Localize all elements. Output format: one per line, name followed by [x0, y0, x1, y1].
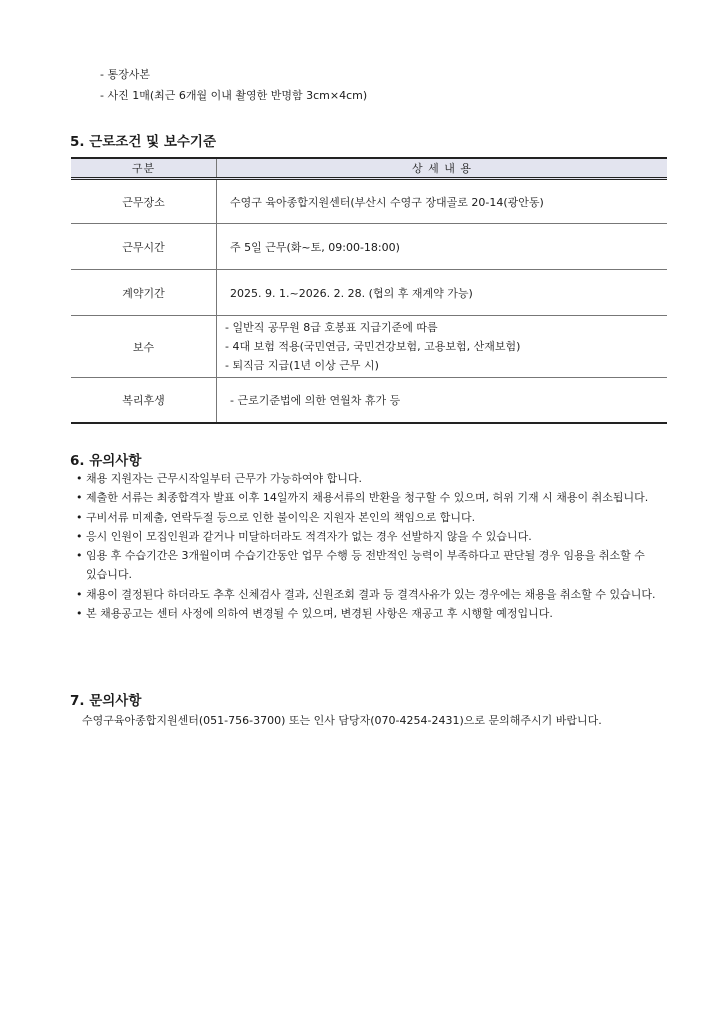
work-conditions-table: [71, 157, 667, 424]
section-5-heading: 5. 근로조건 및 보수기준: [70, 134, 216, 150]
list-item: • 구비서류 미제출, 연락두절 등으로 인한 불이익은 지원자 본인의 책임으로 합니다.: [76, 508, 656, 527]
table-row: [71, 270, 667, 316]
list-item: - 통장사본: [100, 68, 150, 81]
row-label-contract: 계약기간: [71, 270, 217, 316]
row-label-workplace: 근무장소: [71, 179, 217, 224]
row-value-contract: 2025. 9. 1.~2026. 2. 28. (협의 후 재계약 가능): [217, 270, 668, 316]
pay-line: - 4대 보험 적용(국민연금, 국민건강보험, 고용보험, 산재보험): [225, 340, 521, 353]
list-item: • 임용 후 수습기간은 3개월이며 수습기간동안 업무 수행 등 전반적인 능력이 부족하다고 판단될 경우 임용을 취소할 수 있습니다.: [76, 546, 656, 585]
bullet-icon: •: [76, 607, 83, 621]
row-value-hours: 주 5일 근무(화~토, 09:00-18:00): [217, 224, 668, 270]
bullet-icon: •: [76, 529, 83, 543]
bullet-icon: •: [76, 472, 83, 485]
row-label-welfare: 복리후생: [71, 378, 217, 423]
bullet-icon: •: [76, 587, 83, 601]
table-row: [71, 224, 667, 270]
list-item: • 응시 인원이 모집인원과 같거나 미달하더라도 적격자가 없는 경우 선발하지 않을 수 있습니다.: [76, 527, 656, 546]
required-documents-list: [100, 64, 367, 106]
table-row: [71, 179, 667, 224]
row-label-hours: 근무시간: [71, 224, 217, 270]
list-item: • 본 채용공고는 센터 사정에 의하여 변경될 수 있으며, 변경된 사항은 재공고 후 시행할 예정입니다.: [76, 604, 656, 623]
row-value-welfare: - 근로기준법에 의한 연월차 휴가 등: [217, 378, 668, 423]
header-category: 구분: [71, 158, 217, 179]
list-item: • 채용 지원자는 근무시작일부터 근무가 가능하여야 합니다.: [76, 469, 656, 488]
row-value-pay: [217, 316, 668, 378]
table-row: [71, 378, 667, 423]
row-value-workplace: 수영구 육아종합지원센터(부산시 수영구 장대골로 20-14(광안동): [217, 179, 668, 224]
bullet-icon: •: [76, 491, 83, 505]
table-row: [71, 316, 667, 378]
pay-line: - 일반직 공무원 8급 호봉표 지급기준에 따름: [225, 321, 438, 334]
contact-text: 수영구육아종합지원센터(051-756-3700) 또는 인사 담당자(070-4254-2431)으로 문의해주시기 바랍니다.: [82, 714, 602, 727]
bullet-icon: •: [76, 549, 83, 563]
bullet-icon: •: [76, 510, 83, 524]
header-details: 상 세 내 용: [217, 158, 668, 179]
table-header-row: [71, 158, 667, 179]
list-item: • 제출한 서류는 최종합격자 발표 이후 14일까지 채용서류의 반환을 청구할 수 있으며, 허위 기재 시 채용이 취소됩니다.: [76, 488, 656, 507]
pay-line: - 퇴직금 지급(1년 이상 근무 시): [225, 359, 379, 372]
row-label-pay: 보수: [71, 316, 217, 378]
list-item: - 사진 1매(최근 6개월 이내 촬영한 반명함 3cm×4cm): [100, 89, 368, 102]
list-item: • 채용이 결정된다 하더라도 추후 신체검사 결과, 신원조회 결과 등 결격사유가 있는 경우에는 채용을 취소할 수 있습니다.: [76, 585, 656, 604]
section-6-heading: 6. 유의사항: [70, 453, 142, 469]
notice-list: [76, 469, 656, 623]
section-7-heading: 7. 문의사항: [70, 693, 142, 709]
